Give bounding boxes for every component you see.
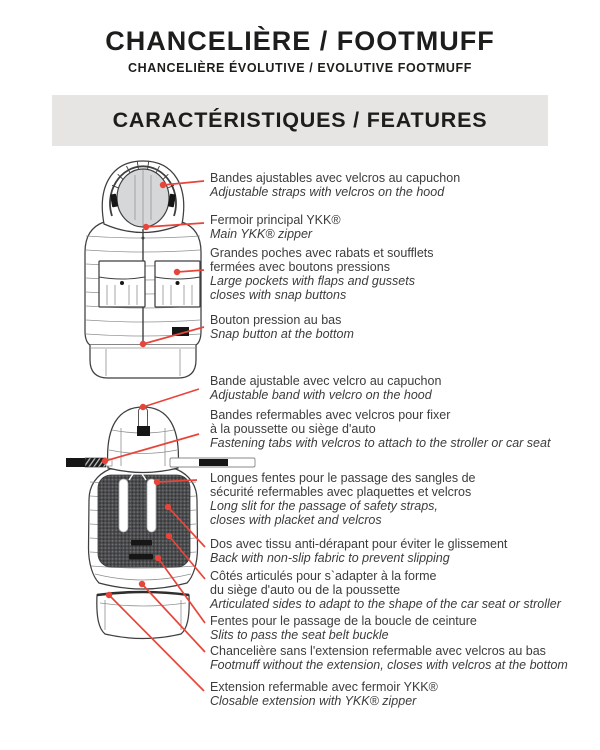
safety-strap-slit-left xyxy=(119,479,128,532)
feature-callout-hood-straps: Bandes ajustables avec velcros au capuchon Adjustable straps with velcros on the hood xyxy=(210,171,461,199)
feature-callout-fastening-tabs: Bandes refermables avec velcros pour fixer à la poussette ou siège d'auto Fastening tabs with velcros to attach to the stroller or car seat xyxy=(210,408,551,450)
extension-piece xyxy=(97,592,189,639)
belt-buckle-slit-upper xyxy=(131,540,152,546)
page-subtitle: CHANCELIÈRE ÉVOLUTIVE / EVOLUTIVE FOOTMUFF xyxy=(128,61,472,75)
anti-slip-panel xyxy=(98,475,190,567)
hood-velcro-band xyxy=(137,426,150,436)
pocket-left xyxy=(99,261,145,307)
belt-buckle-slit-lower xyxy=(129,554,153,560)
feature-callout-buckle-slits: Fentes pour le passage de la boucle de ceinture Slits to pass the seat belt buckle xyxy=(210,614,477,642)
feature-callout-extension: Extension refermable avec fermoir YKK® Closable extension with YKK® zipper xyxy=(210,680,438,708)
section-header-label: CARACTÉRISTIQUES / FEATURES xyxy=(112,108,488,132)
feature-callout-articulated-sides: Côtés articulés pour s`adapter à la forme du siège d'auto ou de la poussette Articulated sides to adapt to the shape of the car seat or stroller xyxy=(210,569,561,611)
safety-strap-slit-right xyxy=(147,479,156,532)
pocket-right xyxy=(155,261,200,307)
feature-callout-main-zipper: Fermoir principal YKK® Main YKK® zipper xyxy=(210,213,341,241)
feature-callout-antislip-back: Dos avec tissu anti-dérapant pour éviter le glissement Back with non-slip fabric to prevent slipping xyxy=(210,537,508,565)
feature-callout-pockets: Grandes poches avec rabats et soufflets fermées avec boutons pressions Large pockets with flaps and gussets closes with snap buttons xyxy=(210,246,434,302)
feature-callout-strap-slits: Longues fentes pour le passage des sangles de sécurité refermables avec plaquettes et velcros Long slit for the passage of safety straps, closes with placket and velcros xyxy=(210,471,476,527)
feature-callout-snap-button: Bouton pression au bas Snap button at the bottom xyxy=(210,313,354,341)
feature-callout-without-extension: Chancelière sans l'extension refermable avec velcros au bas Footmuff without the extension, closes with velcros at the bottom xyxy=(210,644,568,672)
page-title: CHANCELIÈRE / FOOTMUFF xyxy=(105,26,495,56)
fastening-tab-right xyxy=(170,458,255,467)
feature-callout-hood-band: Bande ajustable avec velcro au capuchon Adjustable band with velcro on the hood xyxy=(210,374,442,402)
